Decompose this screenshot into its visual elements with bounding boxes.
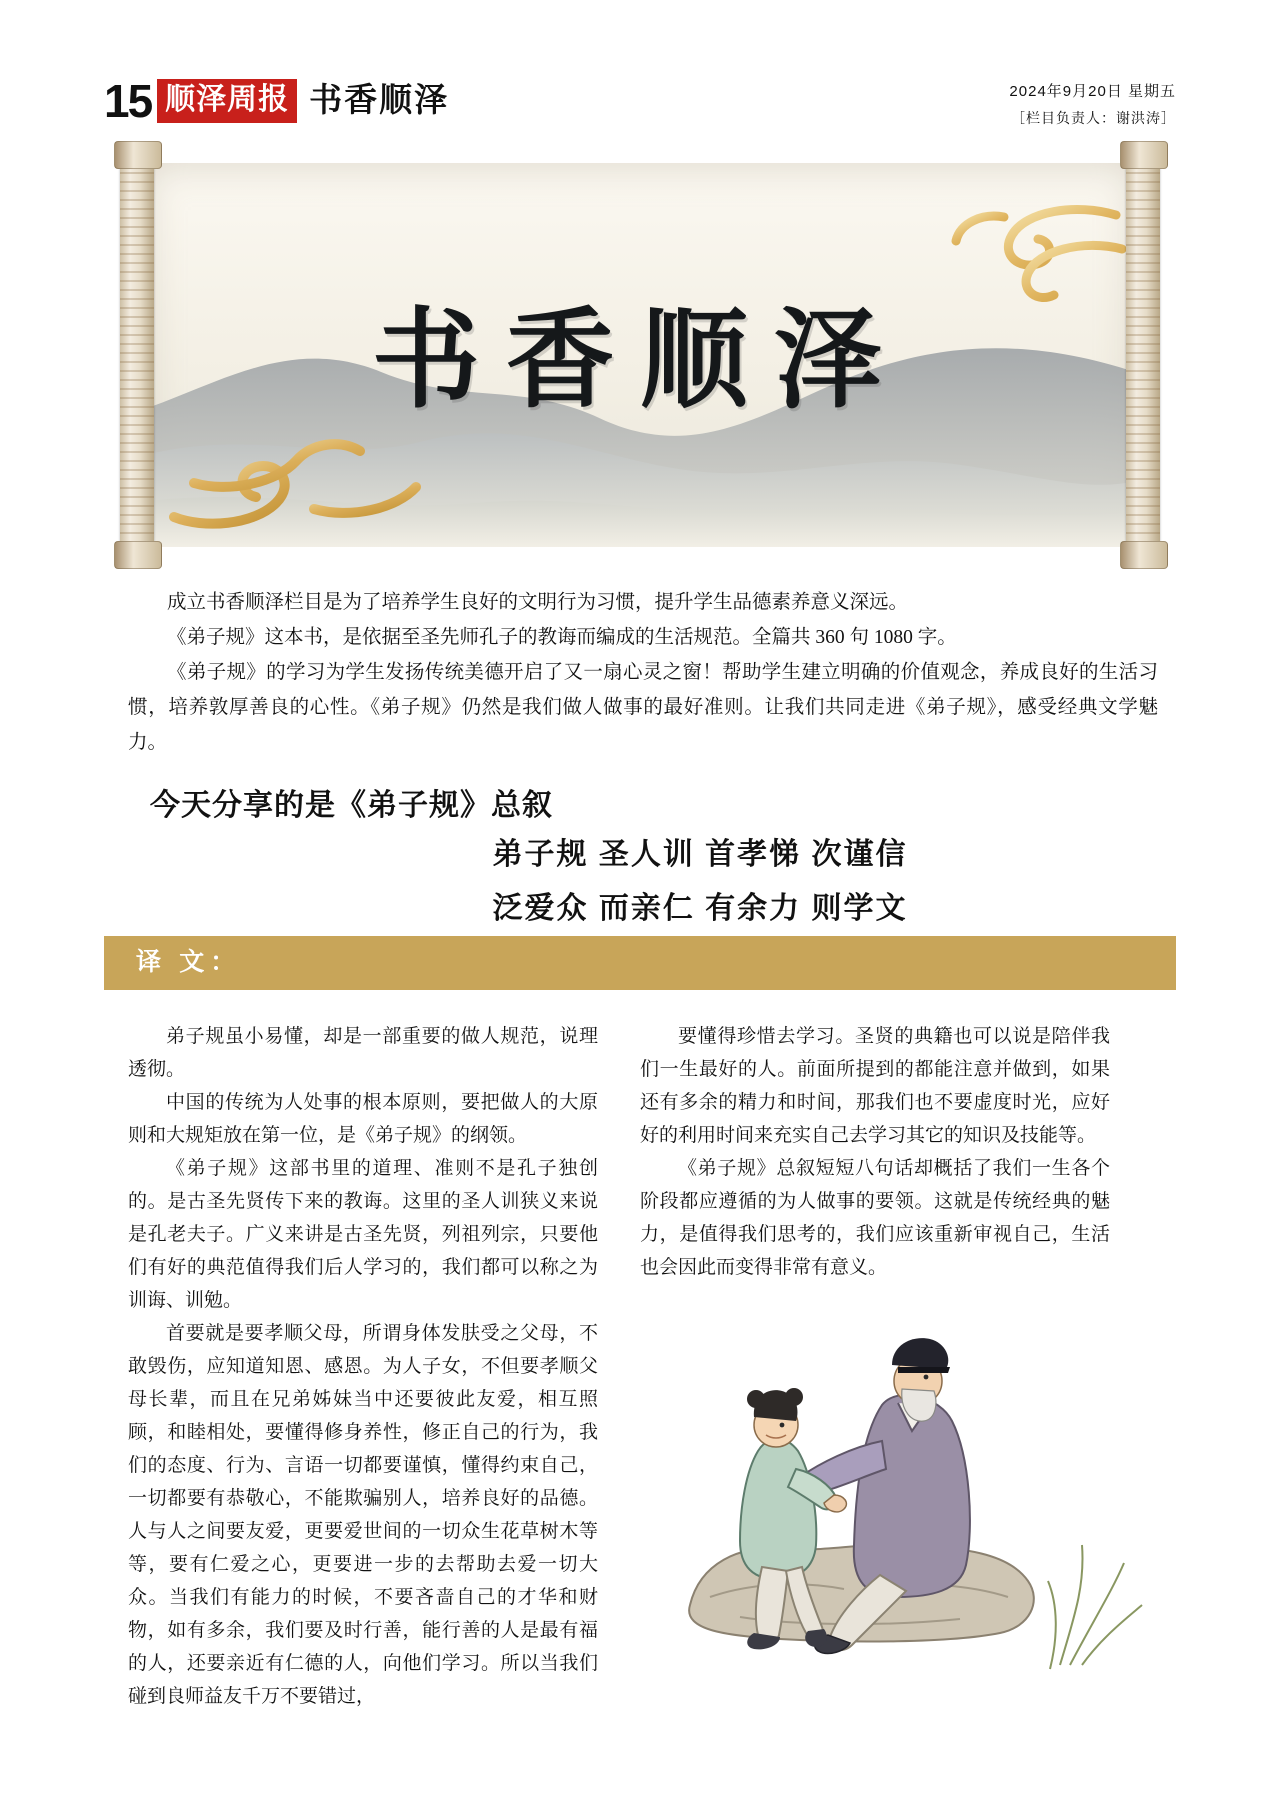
translation-label: 译 文： xyxy=(136,949,242,976)
masthead xyxy=(104,75,1176,140)
body-paragraph: 中国的传统为人处事的根本原则，要把做人的大原则和大规矩放在第一位，是《弟子规》的纲领。 xyxy=(128,1092,598,1146)
scroll-rod-right xyxy=(1126,145,1160,565)
body-paragraph: 《弟子规》这部书里的道理、准则不是孔子独创的。是古圣先贤传下来的教诲。这里的圣人训狭义来说是孔老夫子。广义来讲是古圣先贤，列祖列宗，只要他们有好的典范值得我们后人学习的，我们都可以称之为训诲、训勉。 xyxy=(128,1158,598,1311)
publication-badge: 顺泽周报 xyxy=(157,79,297,123)
intro-block xyxy=(128,585,1158,760)
body-paragraph: 要懂得珍惜去学习。圣贤的典籍也可以说是陪伴我们一生最好的人。前面所提到的都能注意并做到，如果还有多余的精力和时间，那我们也不要虚度时光，应好好的利用时间来充实自己去学习其它的知识及技能等。 xyxy=(640,1026,1110,1146)
scroll-cap-top-left xyxy=(114,141,162,169)
gold-cloud-bottom-left xyxy=(164,417,464,537)
page-number: 15 xyxy=(104,75,152,127)
body-paragraph: 首要就是要孝顺父母，所谓身体发肤受之父母，不敢毁伤，应知道知恩、感恩。为人子女，不但要孝顺父母长辈，而且在兄弟姊妹当中还要彼此友爱，相互照顾，和睦相处，要懂得修身养性，修正自己的行为，我们的态度、行为、言语一切都要谨慎，懂得约束自己，一切都要有恭敬心，不能欺骗别人，培养良好的品德。人与人之间要友爱，更要爱世间的一切众生花草树木等等，要有仁爱之心，更要进一步的去帮助去爱一切大众。当我们有能力的时候，不要吝啬自己的才华和财物，如有多余，我们要及时行善，能行善的人是最有福的人，还要亲近有仁德的人，向他们学习。所以当我们碰到良师益友千万不要错过， xyxy=(128,1323,598,1707)
verse-line-2: 泛爱众 而亲仁 有余力 则学文 xyxy=(492,892,908,925)
scroll-cap-bottom-right xyxy=(1120,541,1168,569)
verse-line-1: 弟子规 圣人训 首孝悌 次谨信 xyxy=(492,838,908,871)
intro-paragraph-2: 《弟子规》这本书，是依据至圣先师孔子的教诲而编成的生活规范。全篇共 360 句 1080 字。 xyxy=(167,627,957,648)
body-paragraph: 弟子规虽小易懂，却是一部重要的做人规范，说理透彻。 xyxy=(128,1026,598,1080)
masthead-left xyxy=(104,75,450,127)
body-paragraph: 《弟子规》总叙短短八句话却概括了我们一生各个阶段都应遵循的为人做事的要领。这就是传统经典的魅力，是值得我们思考的，我们应该重新审视自己，生活也会因此而变得非常有意义。 xyxy=(640,1158,1110,1278)
publication-date: 2024年9月20日 星期五 xyxy=(1009,83,1176,100)
masthead-right xyxy=(1009,80,1176,128)
scroll-cap-bottom-left xyxy=(114,541,162,569)
scroll-banner xyxy=(104,145,1176,565)
scroll-paper xyxy=(144,163,1136,547)
body-column-left xyxy=(128,1020,598,1713)
section-title: 书香顺泽 xyxy=(309,82,450,119)
scroll-cap-top-right xyxy=(1120,141,1168,169)
banner-calligraphy-title: 书香顺泽 xyxy=(371,302,908,421)
teacher-and-student-illustration xyxy=(630,1245,1150,1685)
intro-paragraph-1: 成立书香顺泽栏目是为了培养学生良好的文明行为习惯，提升学生品德素养意义深远。 xyxy=(167,592,909,613)
share-heading: 今天分享的是《弟子规》总叙 xyxy=(150,789,553,822)
translation-section-bar xyxy=(104,936,1176,990)
intro-paragraph-3: 《弟子规》的学习为学生发扬传统美德开启了又一扇心灵之窗！帮助学生建立明确的价值观念，养成良好的生活习惯，培养敦厚善良的心性。《弟子规》仍然是我们做人做事的最好准则。让我们共同走进《弟子规》，感受经典文学魅力。 xyxy=(128,662,1158,753)
scroll-rod-left xyxy=(120,145,154,565)
section-editor: ［栏目负责人：谢洪涛］ xyxy=(1011,110,1176,126)
